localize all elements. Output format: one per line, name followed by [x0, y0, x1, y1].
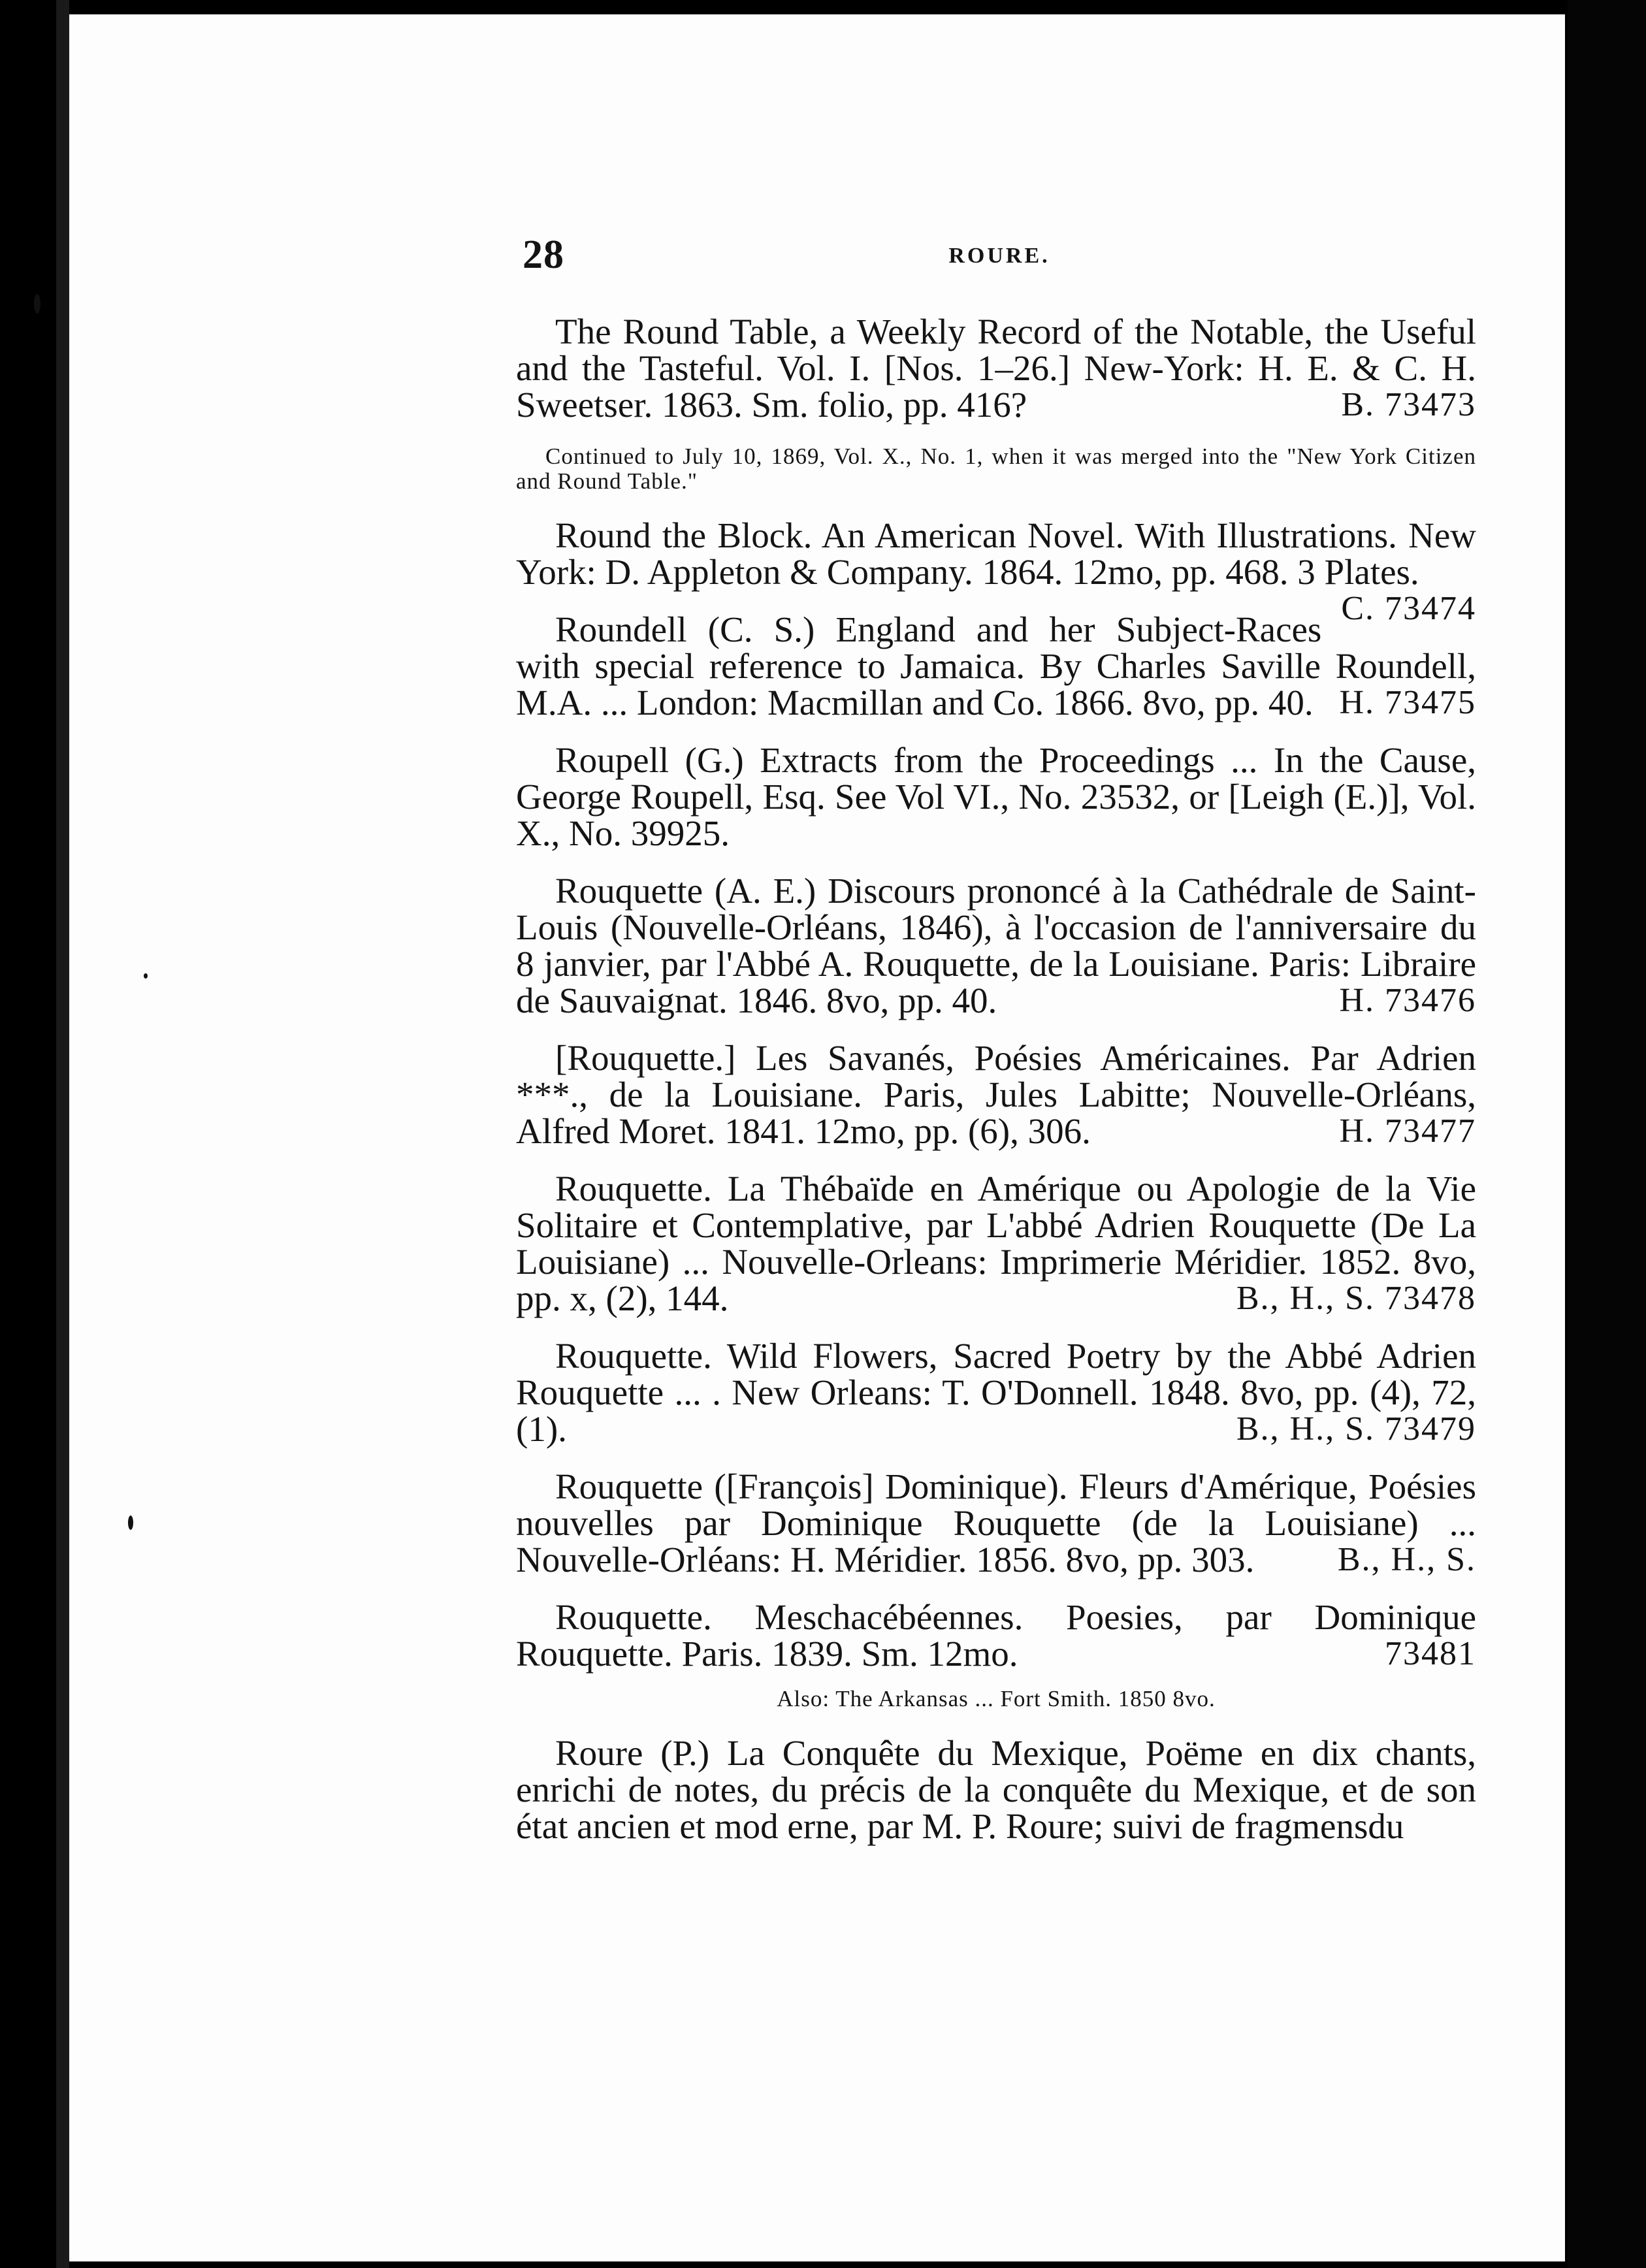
entry-text: Rouquette. Meschacébéennes. Poesies, par Dominique Rouquette. Paris. 1839. Sm. 12mo.	[516, 1597, 1476, 1674]
entry-note: Also: The Arkansas ... Fort Smith. 1850 8vo.	[777, 1686, 1216, 1711]
entry-ref: 73481	[1385, 1635, 1476, 1672]
entry-note: Continued to July 10, 1869, Vol. X., No. 1, when it was merged into the "New York Citizen and Round Table."	[516, 444, 1476, 494]
bibliography-text	[516, 314, 1476, 1866]
entry-73474	[516, 515, 1476, 627]
entry-ref: B., H., S. 73479	[1236, 1410, 1476, 1448]
entry-ref: B., H., S. 73478	[1236, 1280, 1476, 1317]
scan-left-border	[0, 0, 56, 2268]
entry-text: Round the Block. An American Novel. With Illustrations. New York: D. Appleton & Company. 1864. 12mo, pp. 468. 3 Plates.	[516, 515, 1476, 592]
scan-right-border	[1568, 0, 1646, 2268]
entry-text: Rouquette. Wild Flowers, Sacred Poetry by the Abbé Adrien Rouquette ... . New Orleans: T. O'Donnell. 1848. 8vo, pp. (4), 72, (1).	[516, 1336, 1476, 1449]
entry-73476	[516, 873, 1476, 1019]
entry-73481	[516, 1599, 1476, 1672]
entry-text: The Round Table, a Weekly Record of the Notable, the Useful and the Tasteful. Vol. I. [Nos. 1–26.] New-York: H. E. & C. H. Sweetser. 1863. Sm. folio, pp. 416?	[516, 312, 1476, 425]
entry-text: [Rouquette.] Les Savanés, Poésies Américaines. Par Adrien ***., de la Louisiane. Paris, Jules Labitte; Nouvelle-Orléans, Alfred Moret. 1841. 12mo, pp. (6), 306.	[516, 1038, 1476, 1151]
entry-73477	[516, 1040, 1476, 1150]
entry-ref: B., H., S.	[1337, 1541, 1476, 1578]
entry-73475	[516, 611, 1476, 721]
entry-text: Roupell (G.) Extracts from the Proceedings ... In the Cause, George Roupell, Esq. See Vol VI., No. 23532, or [Leigh (E.)], Vol. X., No. 39925.	[516, 740, 1476, 853]
scan-left-shadow	[56, 0, 69, 2268]
scan-speck	[144, 973, 148, 979]
page-number: 28	[523, 233, 564, 277]
entry-text: Rouquette. La Thébaïde en Amérique ou Apologie de la Vie Solitaire et Contemplative, par L'abbé Adrien Rouquette (De La Louisiane) ... Nouvelle-Orleans: Imprimerie Méridier. 1852. 8vo, pp. x, (2), 144.	[516, 1169, 1476, 1318]
entry-ref: H. 73475	[1339, 684, 1476, 721]
scan-speck	[128, 1515, 133, 1530]
entry-text: Rouquette ([François] Dominique). Fleurs d'Amérique, Poésies nouvelles par Dominique Rouquette (de la Louisiane) ... Nouvelle-Orléans: H. Méridier. 1856. 8vo, pp. 303.	[516, 1466, 1476, 1580]
entry-73473	[516, 314, 1476, 423]
scan-speck	[34, 294, 40, 314]
entry-73479	[516, 1338, 1476, 1448]
entry-roupell	[516, 742, 1476, 852]
entry-ref: C. 73474	[1341, 590, 1476, 627]
entry-roure	[516, 1735, 1476, 1845]
entry-text: Rouquette (A. E.) Discours prononcé à la Cathédrale de Saint-Louis (Nouvelle-Orléans, 1846), à l'occasion de l'anniversaire du 8 janvier, par l'Abbé A. Rouquette, de la Louisiane. Paris: Libraire de Sauvaignat. 1846. 8vo, pp. 40.	[516, 871, 1476, 1020]
entry-ref: H. 73476	[1339, 982, 1476, 1019]
scan-top-rule	[255, 9, 1555, 13]
entry-fleurs	[516, 1468, 1476, 1578]
page-header	[523, 232, 1476, 278]
entry-text: Roure (P.) La Conquête du Mexique, Poëme en dix chants, enrichi de notes, du précis de la conquête du Mexique, et de son état ancien et mod erne, par M. P. Roure; suivi de fragmensdu	[516, 1733, 1476, 1846]
entry-text: Roundell (C. S.) England and her Subject-Races with special reference to Jamaica. By Charles Saville Roundell, M.A. ... London: Macmillan and Co. 1866. 8vo, pp. 40.	[516, 609, 1476, 722]
entry-73478	[516, 1171, 1476, 1317]
entry-ref: H. 73477	[1339, 1112, 1476, 1150]
entry-ref: B. 73473	[1341, 386, 1476, 423]
running-head: ROURE.	[948, 244, 1050, 268]
